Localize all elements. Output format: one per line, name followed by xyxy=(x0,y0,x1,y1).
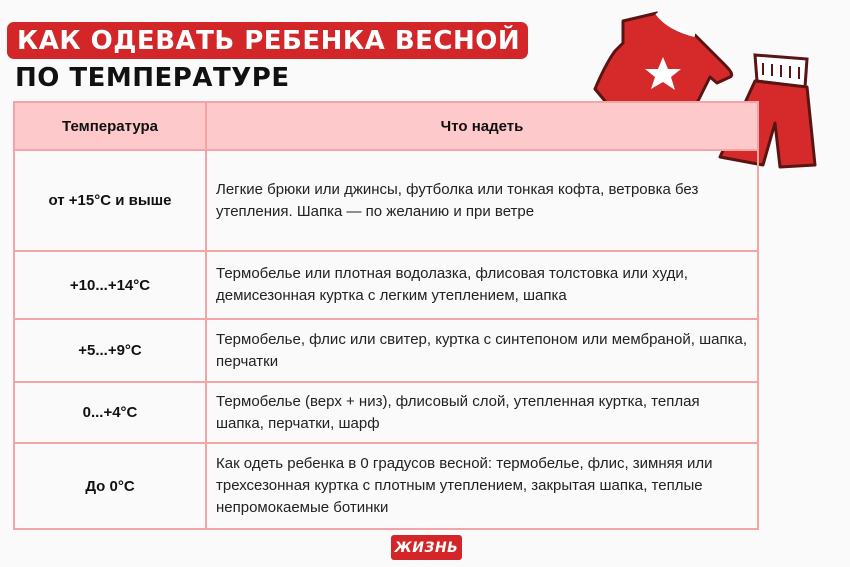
temperature-cell: от +15°С и выше xyxy=(14,150,206,251)
page-subtitle: ПО ТЕМПЕРАТУРЕ xyxy=(15,63,290,93)
clothing-cell: Как одеть ребенка в 0 градусов весной: термобелье, флис, зимняя или трехсезонная куртка с плотным утеплением, закрытая шапка, теплые непромокаемые ботинки xyxy=(206,443,758,529)
brand-logo-text: ЖИЗНЬ xyxy=(394,539,459,556)
table-row xyxy=(14,150,758,251)
table-row xyxy=(14,443,758,529)
table-row xyxy=(14,382,758,443)
column-header-temperature: Температура xyxy=(14,102,206,150)
brand-logo xyxy=(391,535,462,560)
clothing-cell: Термобелье (верх + низ), флисовый слой, утепленная куртка, теплая шапка, перчатки, шарф xyxy=(206,382,758,443)
temperature-cell: +10...+14°С xyxy=(14,251,206,319)
clothing-cell: Термобелье или плотная водолазка, флисовая толстовка или худи, демисезонная куртка с легким утеплением, шапка xyxy=(206,251,758,319)
table-header-row xyxy=(14,102,758,150)
temperature-cell: До 0°С xyxy=(14,443,206,529)
temperature-cell: +5...+9°С xyxy=(14,319,206,382)
table-row xyxy=(14,319,758,382)
page-title: КАК ОДЕВАТЬ РЕБЕНКА ВЕСНОЙ xyxy=(17,25,521,56)
temperature-cell: 0...+4°С xyxy=(14,382,206,443)
table-row xyxy=(14,251,758,319)
title-badge xyxy=(7,22,528,59)
column-header-clothing: Что надеть xyxy=(206,102,758,150)
clothing-cell: Легкие брюки или джинсы, футболка или тонкая кофта, ветровка без утепления. Шапка — по желанию и при ветре xyxy=(206,150,758,251)
clothing-cell: Термобелье, флис или свитер, куртка с синтепоном или мембраной, шапка, перчатки xyxy=(206,319,758,382)
temperature-clothing-table xyxy=(13,101,759,530)
